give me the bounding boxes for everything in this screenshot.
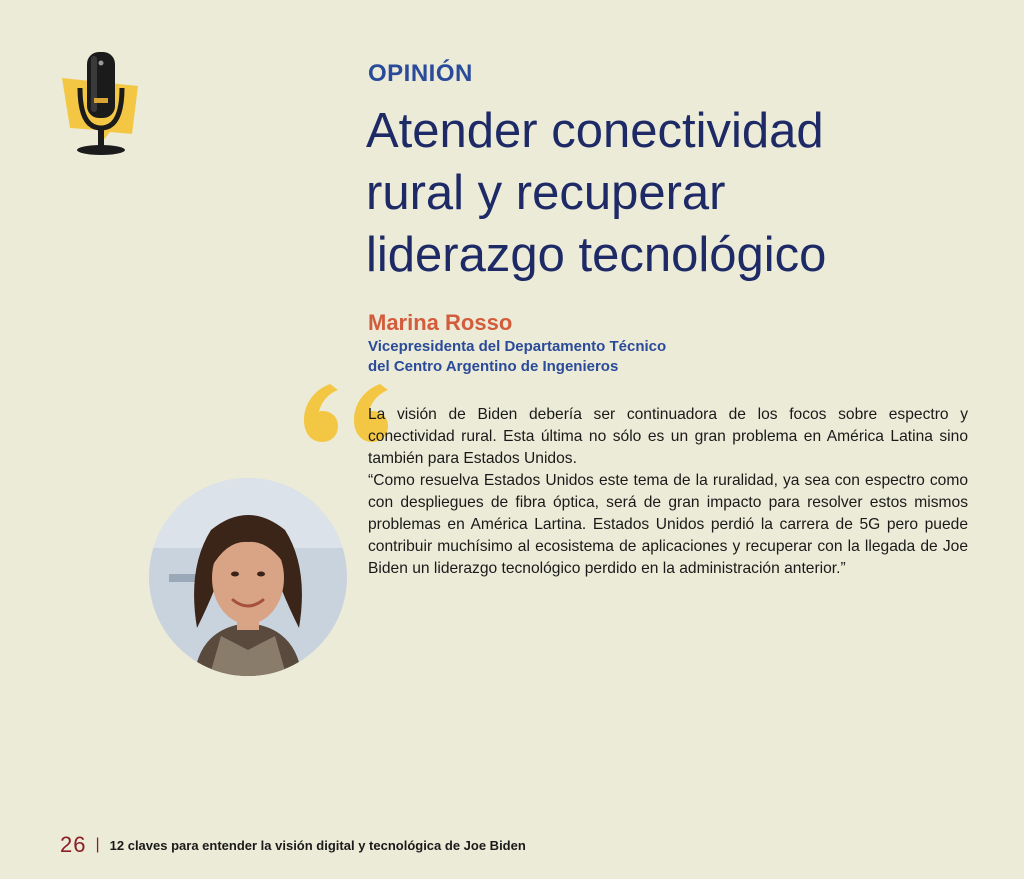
publication-title: 12 claves para entender la visión digital y tecnológica de Joe Biden xyxy=(109,837,526,853)
article-headline xyxy=(366,100,1006,286)
headline-line: rural y recuperar xyxy=(366,166,726,220)
author-title xyxy=(368,337,968,377)
portrait-photo xyxy=(149,478,347,676)
page-number: 26 xyxy=(60,832,87,857)
article-body xyxy=(368,404,968,580)
body-paragraph: “Como resuelva Estados Unidos este tema de la ruralidad, ya sea con espectro como con despliegues de fibra óptica, será de gran impacto para resolver estos mismos problemas en América Lartina. Estados Unidos perdió la carrera de 5G pero puede contribuir muchísimo al ecosistema de aplicaciones y recuperar con la llegada de Joe Biden un liderazgo tecnológico perdido en la administración anterior.” xyxy=(368,472,968,577)
author-title-line: del Centro Argentino de Ingenieros xyxy=(368,358,619,375)
body-paragraph: La visión de Biden debería ser continuadora de los focos sobre espectro y conectividad rural. Esta última no sólo es un gran problema en América Latina sino también para Estados Unidos. xyxy=(368,406,968,467)
author-title-line: Vicepresidenta del Departamento Técnico xyxy=(368,338,667,355)
author-name: Marina Rosso xyxy=(368,310,513,335)
page-footer xyxy=(60,832,526,858)
headline-line: Atender conectividad xyxy=(366,104,824,158)
section-label: OPINIÓN xyxy=(368,60,473,87)
headline-line: liderazgo tecnológico xyxy=(366,228,827,282)
microphone-icon xyxy=(58,48,142,160)
footer-separator: | xyxy=(95,836,100,853)
